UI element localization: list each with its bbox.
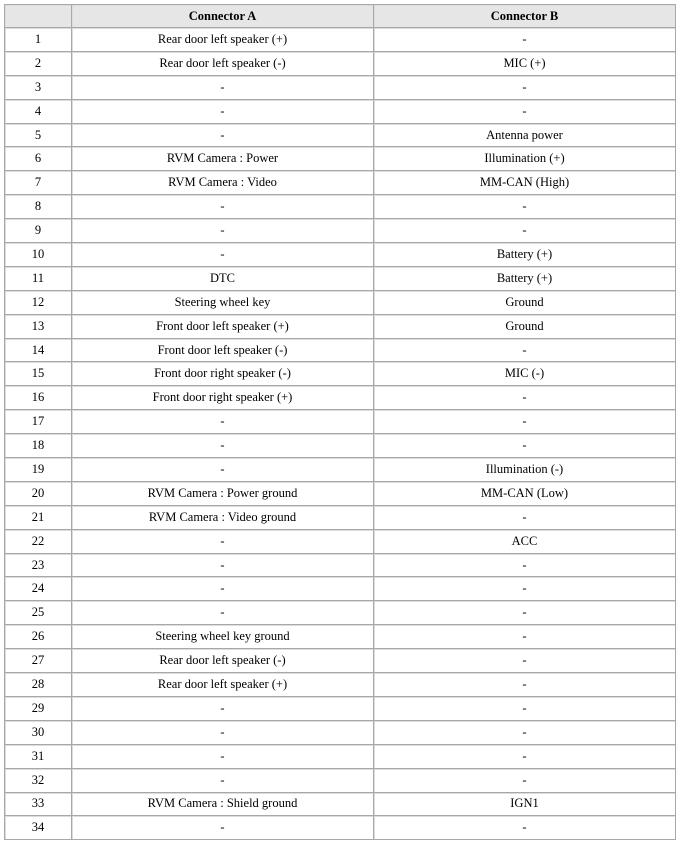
table-row xyxy=(5,601,676,625)
table-row xyxy=(5,315,676,339)
connector-b-cell: - xyxy=(374,339,676,363)
connector-a-cell: - xyxy=(72,530,374,554)
pin-cell: 25 xyxy=(5,601,72,625)
table-row xyxy=(5,219,676,243)
connector-b-cell: - xyxy=(374,554,676,578)
connector-a-cell: - xyxy=(72,243,374,267)
table-row xyxy=(5,291,676,315)
pin-cell: 29 xyxy=(5,697,72,721)
connector-a-cell: - xyxy=(72,697,374,721)
connector-a-cell: Front door left speaker (-) xyxy=(72,339,374,363)
table-row xyxy=(5,816,676,840)
pin-cell: 2 xyxy=(5,52,72,76)
connector-a-cell: RVM Camera : Video xyxy=(72,171,374,195)
connector-b-cell: MIC (+) xyxy=(374,52,676,76)
connector-b-cell: - xyxy=(374,386,676,410)
connector-pinout-table xyxy=(4,4,676,840)
pin-cell: 17 xyxy=(5,410,72,434)
connector-a-cell: - xyxy=(72,816,374,840)
connector-a-cell: - xyxy=(72,554,374,578)
pin-cell: 19 xyxy=(5,458,72,482)
table-row xyxy=(5,362,676,386)
connector-a-cell: DTC xyxy=(72,267,374,291)
connector-b-cell: - xyxy=(374,673,676,697)
connector-a-cell: - xyxy=(72,219,374,243)
pin-cell: 11 xyxy=(5,267,72,291)
table-row xyxy=(5,649,676,673)
connector-b-cell: - xyxy=(374,577,676,601)
connector-b-cell: Battery (+) xyxy=(374,243,676,267)
table-row xyxy=(5,124,676,148)
pin-cell: 28 xyxy=(5,673,72,697)
table-row xyxy=(5,530,676,554)
pin-cell: 23 xyxy=(5,554,72,578)
connector-a-cell: Rear door left speaker (-) xyxy=(72,649,374,673)
pin-cell: 33 xyxy=(5,793,72,817)
pin-cell: 7 xyxy=(5,171,72,195)
table-row xyxy=(5,506,676,530)
pin-cell: 1 xyxy=(5,28,72,52)
connector-b-cell: MM-CAN (Low) xyxy=(374,482,676,506)
table-row xyxy=(5,243,676,267)
pin-cell: 18 xyxy=(5,434,72,458)
connector-a-cell: Rear door left speaker (+) xyxy=(72,673,374,697)
table-row xyxy=(5,434,676,458)
connector-b-cell: - xyxy=(374,410,676,434)
connector-a-cell: - xyxy=(72,769,374,793)
pin-cell: 13 xyxy=(5,315,72,339)
pin-cell: 6 xyxy=(5,147,72,171)
connector-b-cell: Ground xyxy=(374,315,676,339)
pin-cell: 20 xyxy=(5,482,72,506)
header-row xyxy=(5,5,676,28)
connector-a-cell: RVM Camera : Video ground xyxy=(72,506,374,530)
connector-b-cell: - xyxy=(374,76,676,100)
pin-cell: 30 xyxy=(5,721,72,745)
connector-a-cell: Steering wheel key xyxy=(72,291,374,315)
table-row xyxy=(5,673,676,697)
connector-b-cell: - xyxy=(374,697,676,721)
connector-a-cell: - xyxy=(72,124,374,148)
connector-b-cell: - xyxy=(374,219,676,243)
pin-cell: 9 xyxy=(5,219,72,243)
connector-a-cell: - xyxy=(72,458,374,482)
pin-cell: 4 xyxy=(5,100,72,124)
pin-cell: 32 xyxy=(5,769,72,793)
pin-cell: 22 xyxy=(5,530,72,554)
connector-b-cell: Battery (+) xyxy=(374,267,676,291)
table-row xyxy=(5,769,676,793)
table-row xyxy=(5,267,676,291)
connector-b-cell: - xyxy=(374,195,676,219)
connector-b-cell: Illumination (-) xyxy=(374,458,676,482)
connector-a-cell: Front door right speaker (+) xyxy=(72,386,374,410)
connector-a-cell: - xyxy=(72,577,374,601)
connector-b-cell: Antenna power xyxy=(374,124,676,148)
table-row xyxy=(5,171,676,195)
connector-b-cell: - xyxy=(374,816,676,840)
table-row xyxy=(5,793,676,817)
connector-b-cell: - xyxy=(374,434,676,458)
connector-a-cell: - xyxy=(72,76,374,100)
connector-a-cell: Steering wheel key ground xyxy=(72,625,374,649)
connector-b-cell: - xyxy=(374,506,676,530)
table-row xyxy=(5,554,676,578)
table-row xyxy=(5,100,676,124)
table-row xyxy=(5,339,676,363)
connector-a-cell: - xyxy=(72,434,374,458)
connector-a-cell: Front door left speaker (+) xyxy=(72,315,374,339)
connector-a-cell: - xyxy=(72,721,374,745)
pin-cell: 10 xyxy=(5,243,72,267)
connector-a-cell: Rear door left speaker (-) xyxy=(72,52,374,76)
pin-cell: 12 xyxy=(5,291,72,315)
connector-b-cell: IGN1 xyxy=(374,793,676,817)
connector-b-cell: MIC (-) xyxy=(374,362,676,386)
pin-cell: 14 xyxy=(5,339,72,363)
pin-cell: 8 xyxy=(5,195,72,219)
pin-cell: 3 xyxy=(5,76,72,100)
table-row xyxy=(5,28,676,52)
pin-cell: 26 xyxy=(5,625,72,649)
connector-b-cell: - xyxy=(374,745,676,769)
table-row xyxy=(5,458,676,482)
header-pin xyxy=(5,5,72,28)
connector-b-cell: MM-CAN (High) xyxy=(374,171,676,195)
pin-cell: 21 xyxy=(5,506,72,530)
pin-cell: 31 xyxy=(5,745,72,769)
connector-b-cell: - xyxy=(374,28,676,52)
table-row xyxy=(5,147,676,171)
pin-cell: 34 xyxy=(5,816,72,840)
pin-cell: 24 xyxy=(5,577,72,601)
connector-b-cell: - xyxy=(374,625,676,649)
table-row xyxy=(5,697,676,721)
connector-a-cell: RVM Camera : Power xyxy=(72,147,374,171)
table-row xyxy=(5,577,676,601)
pin-cell: 5 xyxy=(5,124,72,148)
connector-a-cell: - xyxy=(72,100,374,124)
connector-a-cell: RVM Camera : Shield ground xyxy=(72,793,374,817)
connector-a-cell: Rear door left speaker (+) xyxy=(72,28,374,52)
connector-b-cell: Ground xyxy=(374,291,676,315)
connector-b-cell: - xyxy=(374,649,676,673)
connector-a-cell: RVM Camera : Power ground xyxy=(72,482,374,506)
connector-b-cell: - xyxy=(374,721,676,745)
connector-a-cell: - xyxy=(72,745,374,769)
connector-b-cell: - xyxy=(374,769,676,793)
table-row xyxy=(5,625,676,649)
table-row xyxy=(5,745,676,769)
table-row xyxy=(5,52,676,76)
connector-b-cell: - xyxy=(374,601,676,625)
pin-cell: 16 xyxy=(5,386,72,410)
table-row xyxy=(5,482,676,506)
connector-a-cell: - xyxy=(72,601,374,625)
connector-a-cell: - xyxy=(72,195,374,219)
table-row xyxy=(5,195,676,219)
table-row xyxy=(5,410,676,434)
table-row xyxy=(5,386,676,410)
header-connector-b: Connector B xyxy=(374,5,676,28)
pin-cell: 15 xyxy=(5,362,72,386)
table-row xyxy=(5,721,676,745)
connector-b-cell: ACC xyxy=(374,530,676,554)
connector-b-cell: - xyxy=(374,100,676,124)
connector-a-cell: Front door right speaker (-) xyxy=(72,362,374,386)
pin-cell: 27 xyxy=(5,649,72,673)
header-connector-a: Connector A xyxy=(72,5,374,28)
connector-a-cell: - xyxy=(72,410,374,434)
table-row xyxy=(5,76,676,100)
connector-b-cell: Illumination (+) xyxy=(374,147,676,171)
